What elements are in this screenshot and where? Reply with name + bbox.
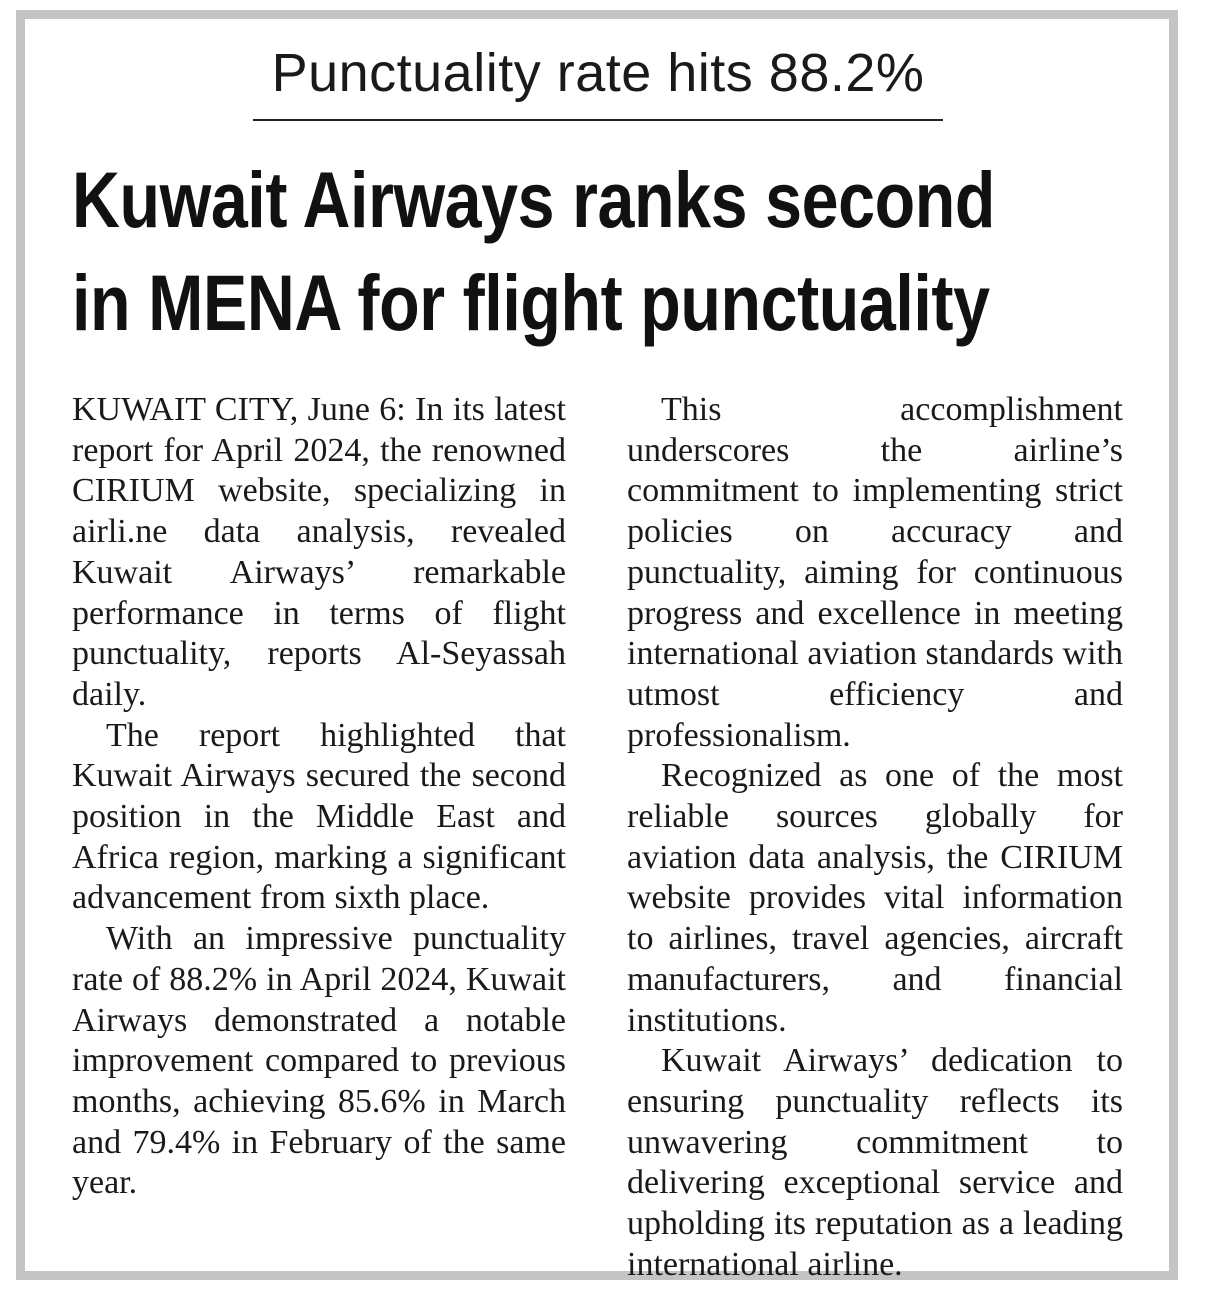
article-column-left: [72, 390, 566, 1204]
kicker-underline: [253, 119, 943, 121]
body-paragraph: The report highlighted that Kuwait Airways secured the second position in the Middle East and Africa region, marking a significant advancement from sixth place.: [72, 716, 566, 917]
body-paragraph: Recognized as one of the most reliable sources globally for aviation data analysis, the CIRIUM website provides vital information to airlines, travel agencies, aircraft manufacturers, and financial institutions.: [627, 757, 1123, 1039]
headline-line-2: in MENA for flight punctuality: [72, 258, 990, 347]
article-column-right: [627, 390, 1123, 1285]
headline-line-1: Kuwait Airways ranks second: [72, 155, 995, 244]
body-paragraph: With an impressive punctuality rate of 88.2% in April 2024, Kuwait Airways demonstrated a notable improvement compared to previous months, achieving 85.6% in March and 79.4% in February of the same year.: [72, 920, 566, 1202]
body-paragraph: Kuwait Airways’ dedication to ensuring punctuality reflects its unwavering commitment to delivering exceptional service and upholding its reputation as a leading international airline.: [627, 1042, 1123, 1283]
article-headline: [72, 148, 995, 354]
article-kicker: Punctuality rate hits 88.2%: [271, 43, 925, 103]
body-paragraph: KUWAIT CITY, June 6: In its latest report for April 2024, the renowned CIRIUM website, specializing in airli.ne data analysis, revealed Kuwait Airways’ remarkable performance in terms of flight punctuality, reports Al-Seyassah daily.: [72, 391, 566, 713]
body-paragraph: This accomplishment underscores the airline’s commitment to implementing strict policies on accuracy and punctuality, aiming for continuous progress and excellence in meeting international aviation standards with utmost efficiency and professionalism.: [627, 391, 1123, 754]
